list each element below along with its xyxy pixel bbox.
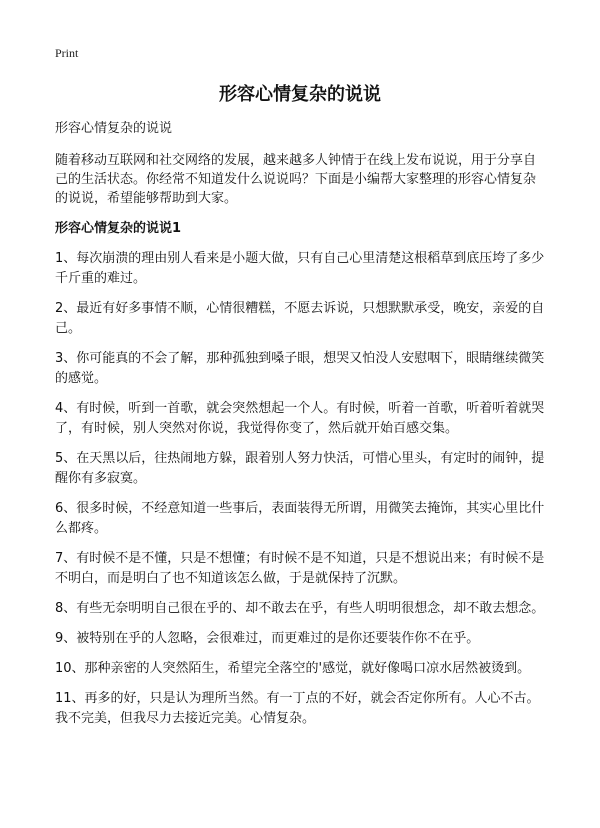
list-item: 4、有时候，听到一首歌，就会突然想起一个人。有时候，听着一首歌，听着听着就哭了，有时候，别人突然对你说，我觉得你变了，然后就开始百感交集。 (55, 401, 545, 436)
list-item: 6、很多时候，不经意知道一些事后，表面装得无所谓，用微笑去掩饰，其实心里比什么都疼。 (55, 501, 545, 536)
print-link[interactable]: Print (55, 46, 79, 60)
section-heading: 形容心情复杂的说说1 (55, 221, 182, 236)
list-item: 8、有些无奈明明自己很在乎的、却不敢去在乎，有些人明明很想念，却不敢去想念。 (55, 601, 545, 616)
list-item: 3、你可能真的不会了解，那种孤独到嗓子眼，想哭又怕没人安慰咽下，眼睛继续微笑的感觉。 (55, 351, 545, 386)
list-item: 9、被特别在乎的人忽略，会很难过，而更难过的是你还要装作你不在乎。 (55, 631, 480, 646)
page-title: 形容心情复杂的说说 (219, 84, 381, 105)
article-subtitle: 形容心情复杂的说说 (55, 121, 173, 136)
list-item: 1、每次崩溃的理由别人看来是小题大做，只有自己心里清楚这根稻草到底压垮了多少千斤重的难过。 (55, 251, 545, 286)
intro-paragraph: 随着移动互联网和社交网络的发展，越来越多人钟情于在线上发布说说，用于分享自己的生活状态。你经常不知道发什么说说吗？下面是小编帮大家整理的形容心情复杂的说说，希望能够帮助到大家。 (55, 153, 537, 206)
list-item: 10、那种亲密的人突然陌生，希望完全落空的'感觉，就好像喝口凉水居然被烫到。 (55, 661, 531, 676)
article-body (55, 120, 547, 739)
list-item: 7、有时候不是不懂，只是不想懂；有时候不是不知道，只是不想说出来；有时候不是不明白，而是明白了也不知道该怎么做，于是就保持了沉默。 (55, 551, 545, 586)
list-item: 5、在天黑以后，往热闹地方躲，跟着别人努力快活，可惜心里头，有定时的闹钟，提醒你有多寂寞。 (55, 451, 545, 486)
list-item: 2、最近有好多事情不顺，心情很糟糕，不愿去诉说，只想默默承受，晚安，亲爱的自己。 (55, 301, 545, 336)
list-item: 11、再多的好，只是认为理所当然。有一丁点的不好，就会否定你所有。人心不古。我不完美，但我尽力去接近完美。心情复杂。 (55, 691, 540, 726)
